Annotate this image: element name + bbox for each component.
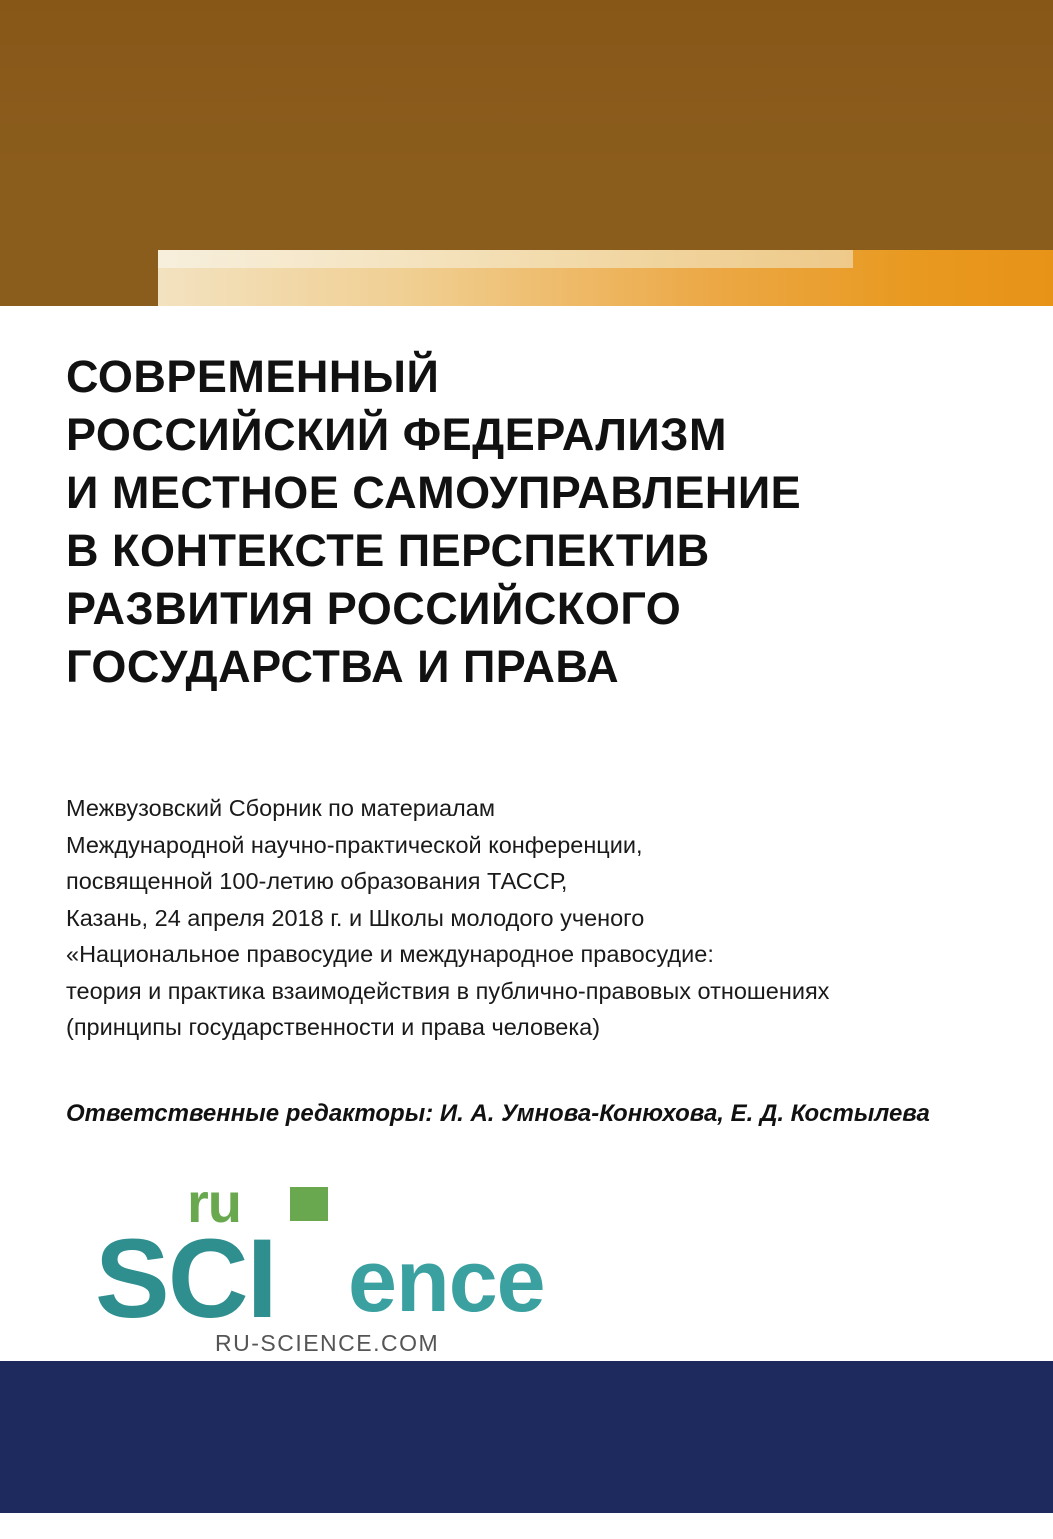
subtitle-line-3: посвященной 100-летию образования ТАССР, (66, 868, 568, 894)
logo-ru-text: ru (187, 1171, 241, 1234)
subtitle-line-2: Международной научно-практической конференции, (66, 831, 643, 858)
title-line-2: РОССИЙСКИЙ ФЕДЕРАЛИЗМ (66, 409, 727, 460)
subtitle-line-4: Казань, 24 апреля 2018 г. и Школы молодого ученого (66, 904, 645, 931)
logo-ence-text: ence (348, 1231, 545, 1330)
page-title (66, 348, 966, 696)
title-line-3: И МЕСТНОЕ САМОУПРАВЛЕНИЕ (66, 467, 802, 518)
bottom-white-strip (0, 1513, 1053, 1539)
light-gradient-stripe (158, 250, 853, 268)
subtitle-line-1: Межвузовский Сборник по материалам (66, 795, 495, 821)
subtitle-line-5: «Национальное правосудие и международное правосудие: (66, 941, 714, 967)
logo-sci-text: SCI (95, 1216, 276, 1341)
title-line-6: ГОСУДАРСТВА И ПРАВА (66, 641, 620, 692)
subtitle (66, 790, 986, 1046)
subtitle-line-7: (принципы государственности и права человека) (66, 1014, 601, 1040)
editors-line: Ответственные редакторы: И. А. Умнова-Конюхова, Е. Д. Костылева (66, 1100, 930, 1127)
logo-square-icon (290, 1187, 328, 1221)
subtitle-line-6: теория и практика взаимодействия в публично-правовых отношениях (66, 977, 830, 1004)
title-line-4: В КОНТЕКСТЕ ПЕРСПЕКТИВ (66, 525, 710, 576)
top-brown-band (0, 0, 1053, 306)
logo-url-text: RU-SCIENCE.COM (215, 1330, 440, 1356)
title-line-1: СОВРЕМЕННЫЙ (66, 351, 440, 402)
title-line-5: РАЗВИТИЯ РОССИЙСКОГО (66, 583, 682, 634)
ru-science-logo (95, 1171, 545, 1365)
